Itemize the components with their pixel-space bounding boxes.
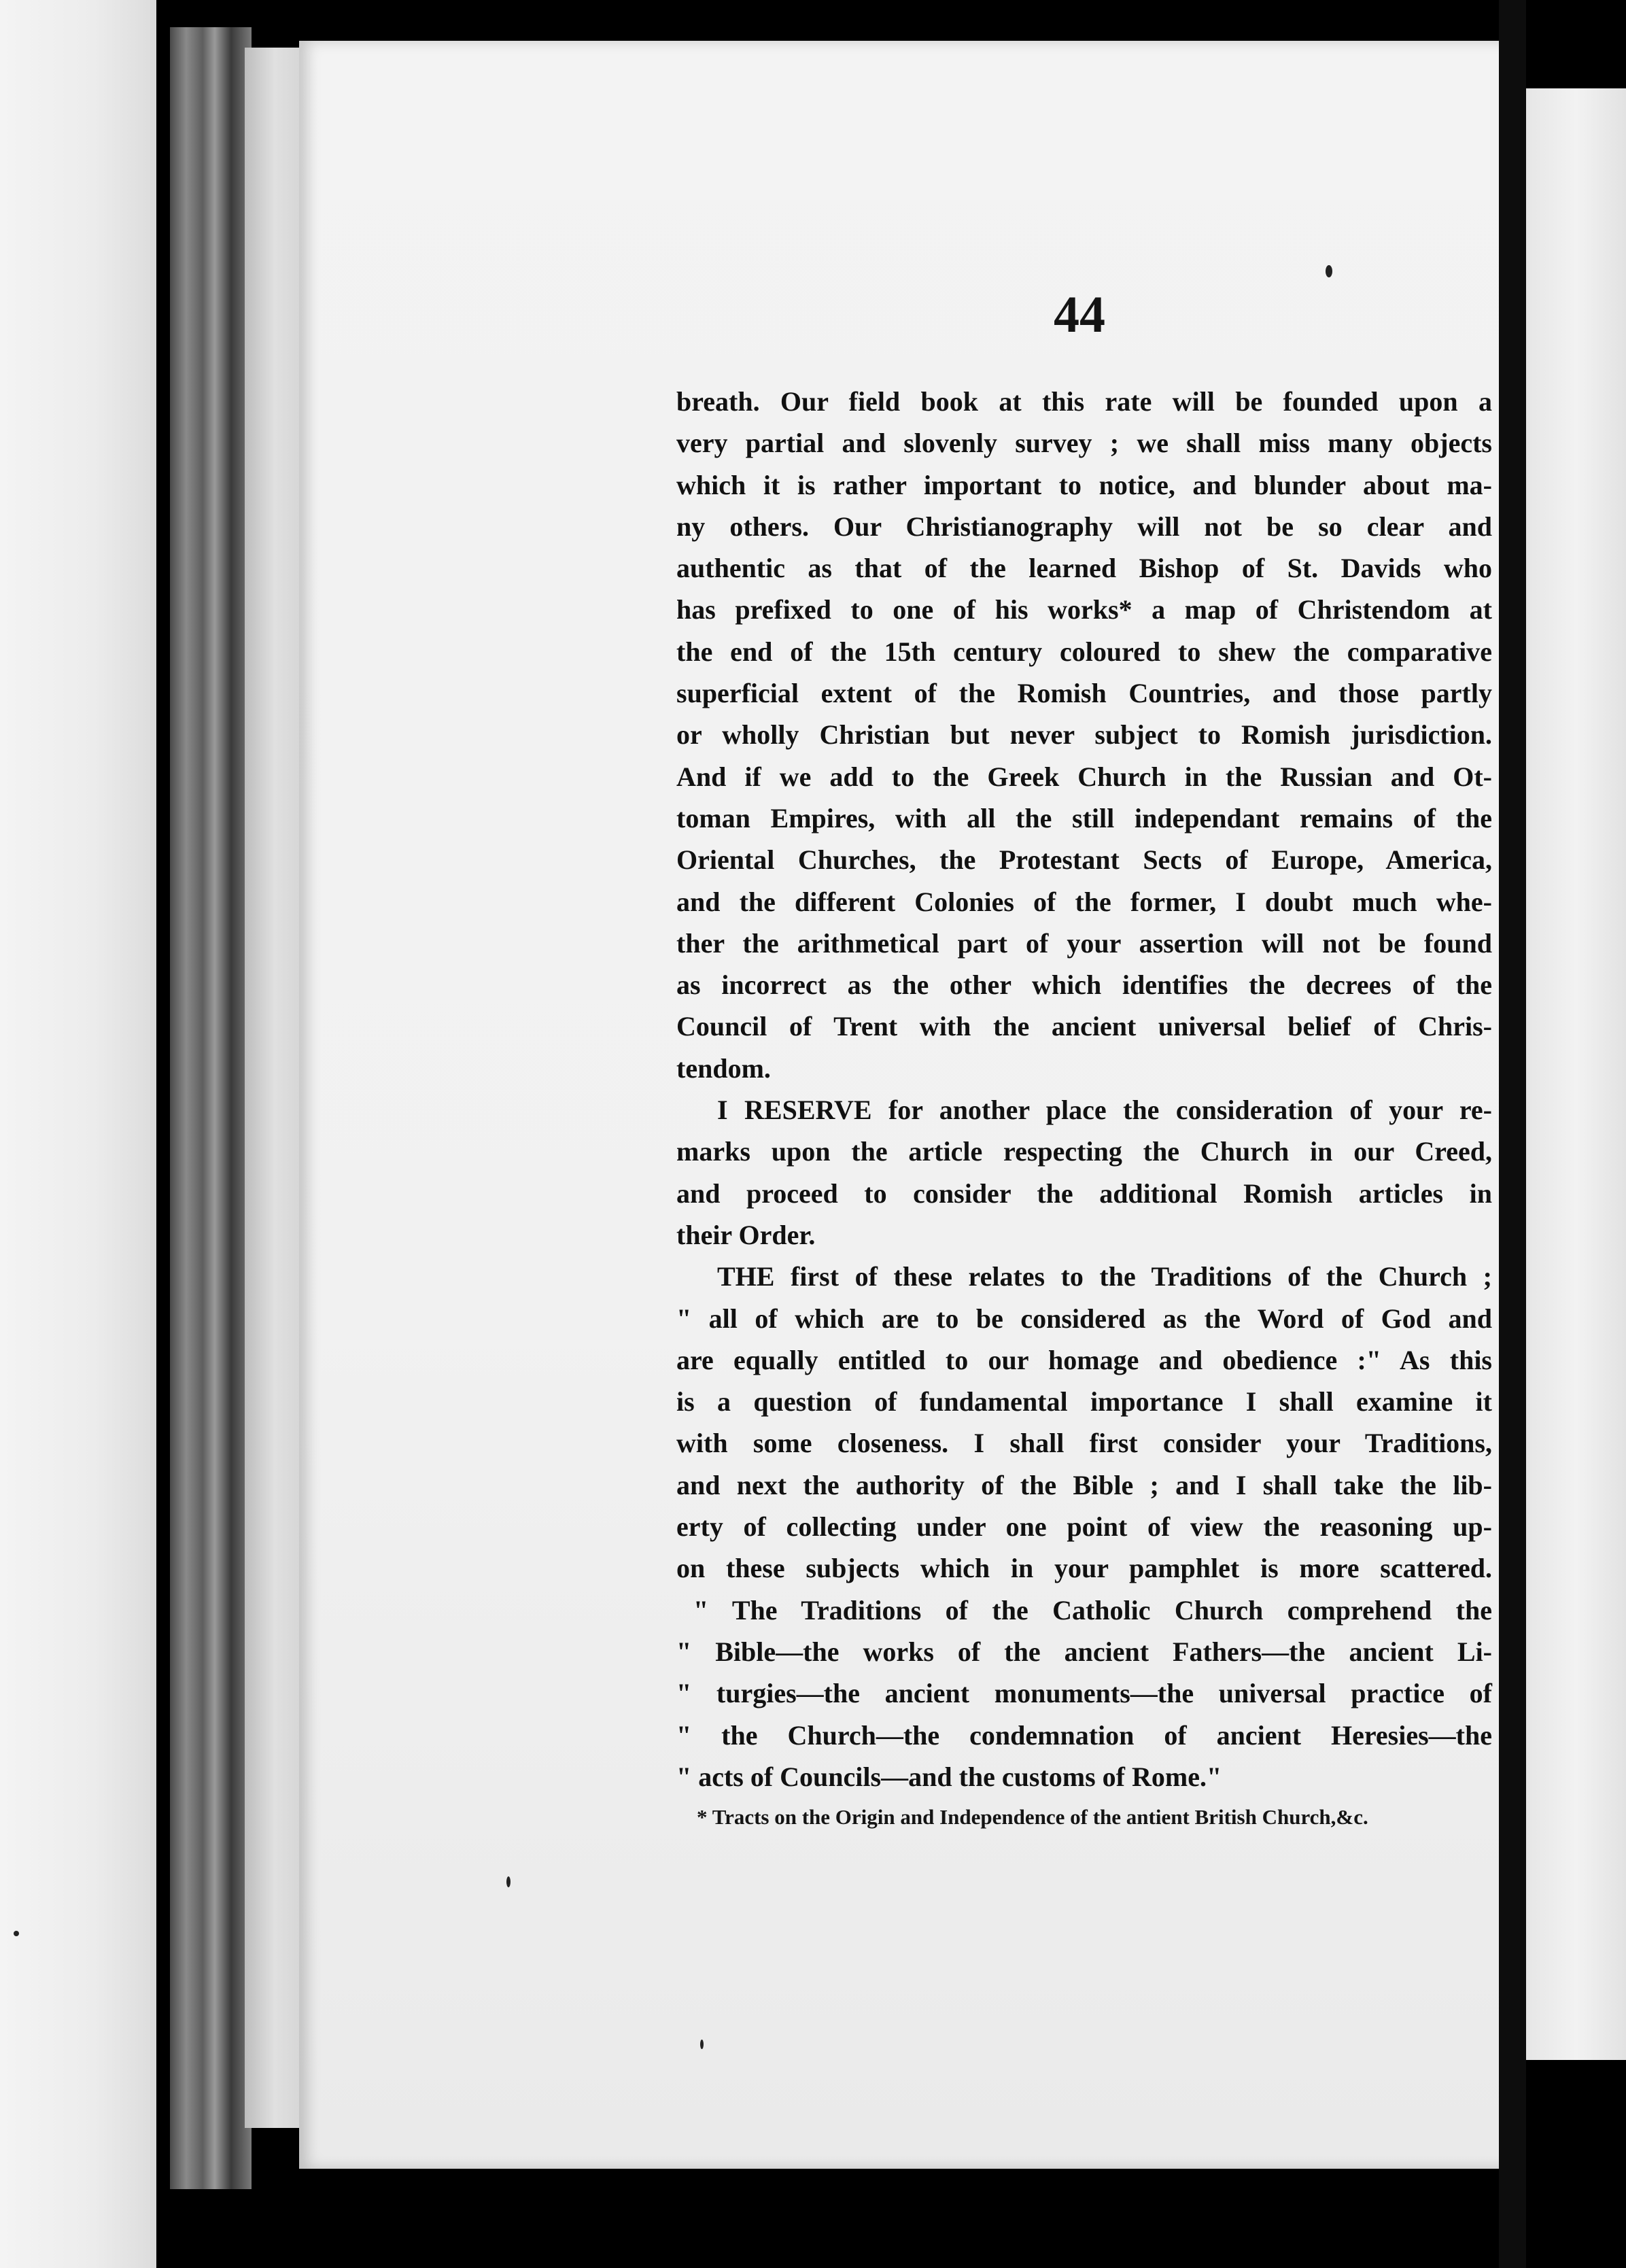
text-line: THE first of these relates to the Traditions of the Church ; [717,1261,1492,1292]
text-line: Oriental Churches, the Protestant Sects of Europe, America, [676,844,1492,876]
text-line: with some closeness. I shall first consider your Traditions, [676,1428,1492,1459]
text-line: toman Empires, with all the still independant remains of the [676,802,1492,834]
text-line: as incorrect as the other which identifies the decrees of the [676,969,1492,1001]
text-line: And if we add to the Greek Church in the Russian and Ot- [676,761,1492,792]
print-speck [1326,265,1332,277]
text-line: tendom. [676,1052,771,1084]
text-line: " the Church—the condemnation of ancient Heresies—the [676,1719,1492,1751]
page-number: 44 [1054,286,1105,343]
text-line: marks upon the article respecting the Church in our Creed, [676,1136,1492,1167]
text-line: " all of which are to be considered as the Word of God and [676,1303,1492,1334]
text-line: " The Traditions of the Catholic Church comprehend the [693,1594,1492,1626]
text-line: " Bible—the works of the ancient Fathers—the ancient Li- [676,1636,1492,1667]
text-line: and next the authority of the Bible ; and I shall take the lib- [676,1469,1492,1500]
text-line: breath. Our field book at this rate will be founded upon a [676,386,1492,417]
text-line: is a question of fundamental importance I shall examine it [676,1386,1492,1418]
text-line: I RESERVE for another place the consideration of your re- [717,1095,1492,1126]
text-line: or wholly Christian but never subject to Romish jurisdiction. [676,719,1492,751]
scanner-margin-left [0,0,156,2268]
text-line: has prefixed to one of his works* a map of Christendom at [676,594,1492,625]
text-line: erty of collecting under one point of view the reasoning up- [676,1511,1492,1543]
print-speck [14,1931,19,1936]
text-line: their Order. [676,1219,816,1250]
text-line: which it is rather important to notice, and blunder about ma- [676,469,1492,500]
text-line: Council of Trent with the ancient universal belief of Chris- [676,1011,1492,1042]
text-line: and the different Colonies of the former, I doubt much whe- [676,886,1492,917]
text-line: on these subjects which in your pamphlet is more scattered. [676,1553,1492,1584]
text-line: " turgies—the ancient monuments—the universal practice of [676,1678,1492,1709]
text-line: superficial extent of the Romish Countries, and those partly [676,678,1492,709]
facing-page-sliver [1526,88,1626,2060]
page-gutter-right [1499,0,1526,2268]
text-line: ther the arithmetical part of your assertion will not be found [676,927,1492,959]
text-line: authentic as that of the learned Bishop of St. Davids who [676,553,1492,584]
book-edge-left [170,27,252,2189]
print-speck [700,2040,704,2049]
footnote: * Tracts on the Origin and Independence of the antient British Church,&c. [697,1805,1368,1829]
text-line: the end of the 15th century coloured to shew the comparative [676,636,1492,667]
text-line: " acts of Councils—and the customs of Rome." [676,1761,1222,1792]
text-line: ny others. Our Christianography will not be so clear and [676,511,1492,542]
body-text [676,381,1492,1798]
text-line: very partial and slovenly survey ; we shall miss many objects [676,428,1492,459]
text-line: and proceed to consider the additional Romish articles in [676,1178,1492,1209]
print-speck [506,1876,511,1887]
text-line: are equally entitled to our homage and obedience :" As this [676,1344,1492,1375]
